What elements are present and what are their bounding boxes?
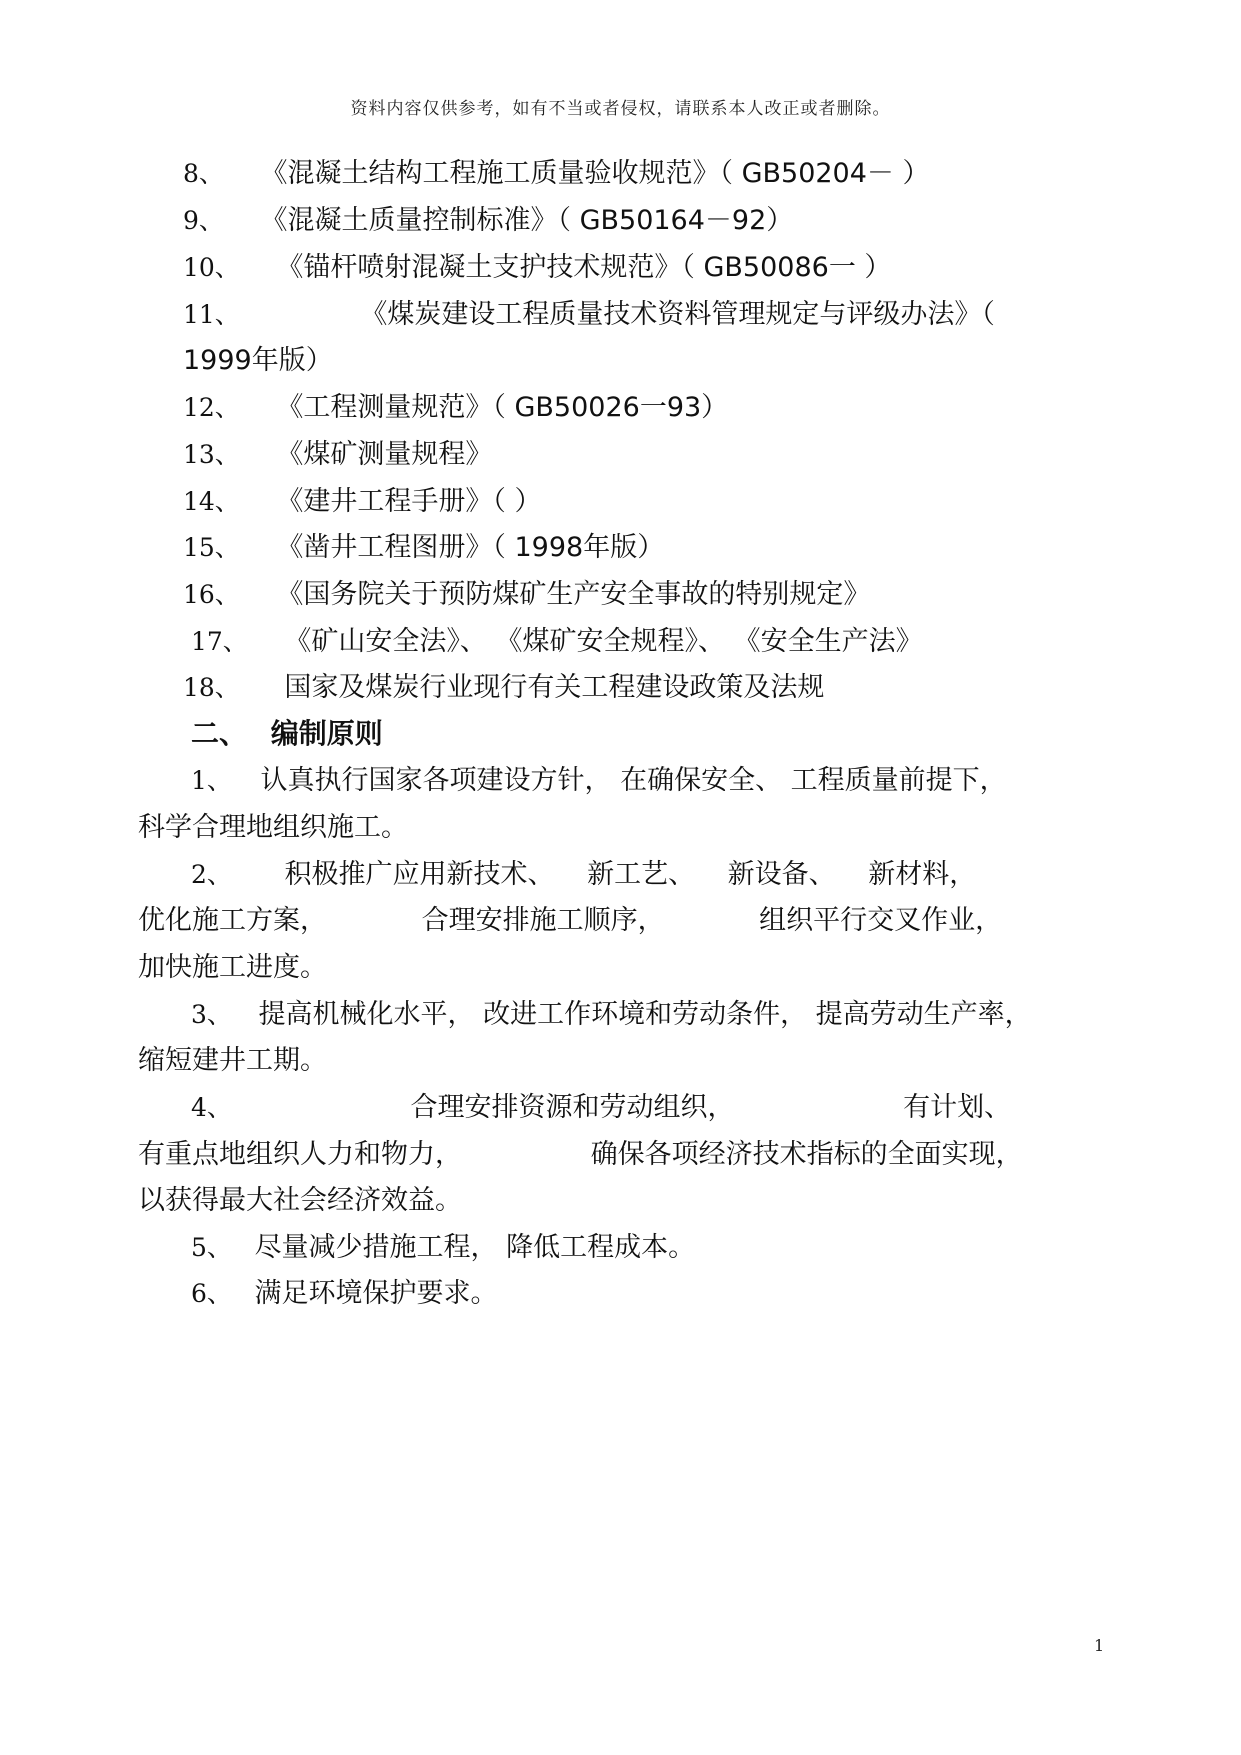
- principle-text-continuation: 有重点地组织人力和物力， 确保各项经济技术指标的全面实现，: [138, 1139, 1023, 1170]
- principle-item-5: [191, 1230, 695, 1266]
- reference-item-14: [183, 484, 542, 520]
- principle-text-continuation: 优化施工方案， 合理安排施工顺序， 组织平行交叉作业，: [138, 905, 1003, 936]
- reference-item-13: [183, 437, 492, 473]
- reference-item-18: [183, 670, 824, 706]
- principle-text: 提高机械化水平， 改进工作环境和劳动条件， 提高劳动生产率，: [258, 999, 1032, 1030]
- section-title: 编制原则: [270, 717, 383, 750]
- principle-item-1: [191, 763, 1007, 799]
- reference-title: 国家及煤炭行业现行有关工程建设政策及法规: [284, 672, 825, 703]
- reference-title: 《混凝土结构工程施工质量验收规范》（ GB50204－ ）: [260, 158, 930, 189]
- reference-number: 14、: [183, 487, 240, 516]
- reference-number: 15、: [183, 533, 240, 562]
- reference-number: 18、: [183, 673, 240, 702]
- principle-item-3-continuation: [138, 1043, 327, 1079]
- reference-title: 《混凝土质量控制标准》（ GB50164－92）: [260, 205, 794, 236]
- reference-number: 9、: [183, 206, 224, 235]
- reference-item-17: [191, 624, 923, 660]
- principle-item-4: [191, 1090, 1011, 1126]
- principle-number: 5、: [191, 1233, 232, 1262]
- principle-item-3: [191, 997, 1032, 1033]
- section-number: 二、: [191, 717, 248, 750]
- principle-text: 积极推广应用新技术、 新工艺、 新设备、 新材料，: [284, 859, 977, 890]
- principle-item-4-continuation-2: [138, 1183, 462, 1219]
- principle-text: 合理安排资源和劳动组织， 有计划、: [410, 1092, 1012, 1123]
- reference-item-10: [183, 250, 891, 286]
- reference-title: 《矿山安全法》、 《煤矿安全规程》、 《安全生产法》: [284, 626, 923, 657]
- principle-number: 6、: [191, 1279, 232, 1308]
- principle-text: 满足环境保护要求。: [254, 1278, 498, 1309]
- reference-item-15: [183, 530, 664, 566]
- principle-text-continuation: 科学合理地组织施工。: [138, 812, 408, 843]
- principle-item-1-continuation: [138, 810, 408, 846]
- reference-number: 11、: [183, 300, 240, 329]
- reference-title: 《锚杆喷射混凝土支护技术规范》（ GB50086一 ）: [276, 252, 892, 283]
- reference-item-8: [183, 156, 930, 192]
- reference-title: 《煤矿测量规程》: [276, 439, 493, 470]
- reference-item-16: [183, 577, 870, 613]
- reference-item-9: [183, 203, 793, 239]
- principle-item-2-continuation: [138, 903, 1002, 939]
- principle-number: 2、: [191, 860, 232, 889]
- reference-item-12: [183, 390, 728, 426]
- reference-number: 13、: [183, 440, 240, 469]
- reference-title: 《国务院关于预防煤矿生产安全事故的特别规定》: [276, 579, 871, 610]
- header-disclaimer: 资料内容仅供参考，如有不当或者侵权，请联系本人改正或者删除。: [350, 99, 891, 119]
- principle-text: 尽量减少措施工程， 降低工程成本。: [254, 1232, 696, 1263]
- reference-title: 《煤炭建设工程质量技术资料管理规定与评级办法》（: [360, 299, 995, 330]
- principle-item-2-continuation-2: [138, 950, 327, 986]
- reference-title: 《凿井工程图册》（ 1998年版）: [276, 532, 665, 563]
- principle-text-continuation: 以获得最大社会经济效益。: [138, 1185, 462, 1216]
- reference-number: 12、: [183, 393, 240, 422]
- reference-number: 8、: [183, 159, 224, 188]
- reference-title: 《工程测量规范》（ GB50026一93）: [276, 392, 729, 423]
- reference-number: 16、: [183, 580, 240, 609]
- principle-number: 4、: [191, 1093, 232, 1122]
- reference-number: 10、: [183, 253, 240, 282]
- reference-item-11-continuation: [183, 343, 333, 379]
- reference-continuation: 1999年版）: [183, 345, 333, 376]
- principle-item-2: [191, 857, 976, 893]
- principle-text-continuation: 缩短建井工期。: [138, 1045, 327, 1076]
- principle-item-4-continuation: [138, 1137, 1023, 1173]
- section-heading: [191, 716, 383, 752]
- reference-title: 《建井工程手册》（ ）: [276, 486, 542, 517]
- principle-number: 1、: [191, 766, 232, 795]
- reference-number: 17、: [191, 627, 248, 656]
- page-number: 1: [1094, 1636, 1105, 1655]
- principle-number: 3、: [191, 1000, 232, 1029]
- principle-text-continuation: 加快施工进度。: [138, 952, 327, 983]
- principle-item-6: [191, 1276, 498, 1312]
- principle-text: 认真执行国家各项建设方针， 在确保安全、 工程质量前提下，: [260, 765, 1007, 796]
- reference-item-11: [183, 297, 995, 333]
